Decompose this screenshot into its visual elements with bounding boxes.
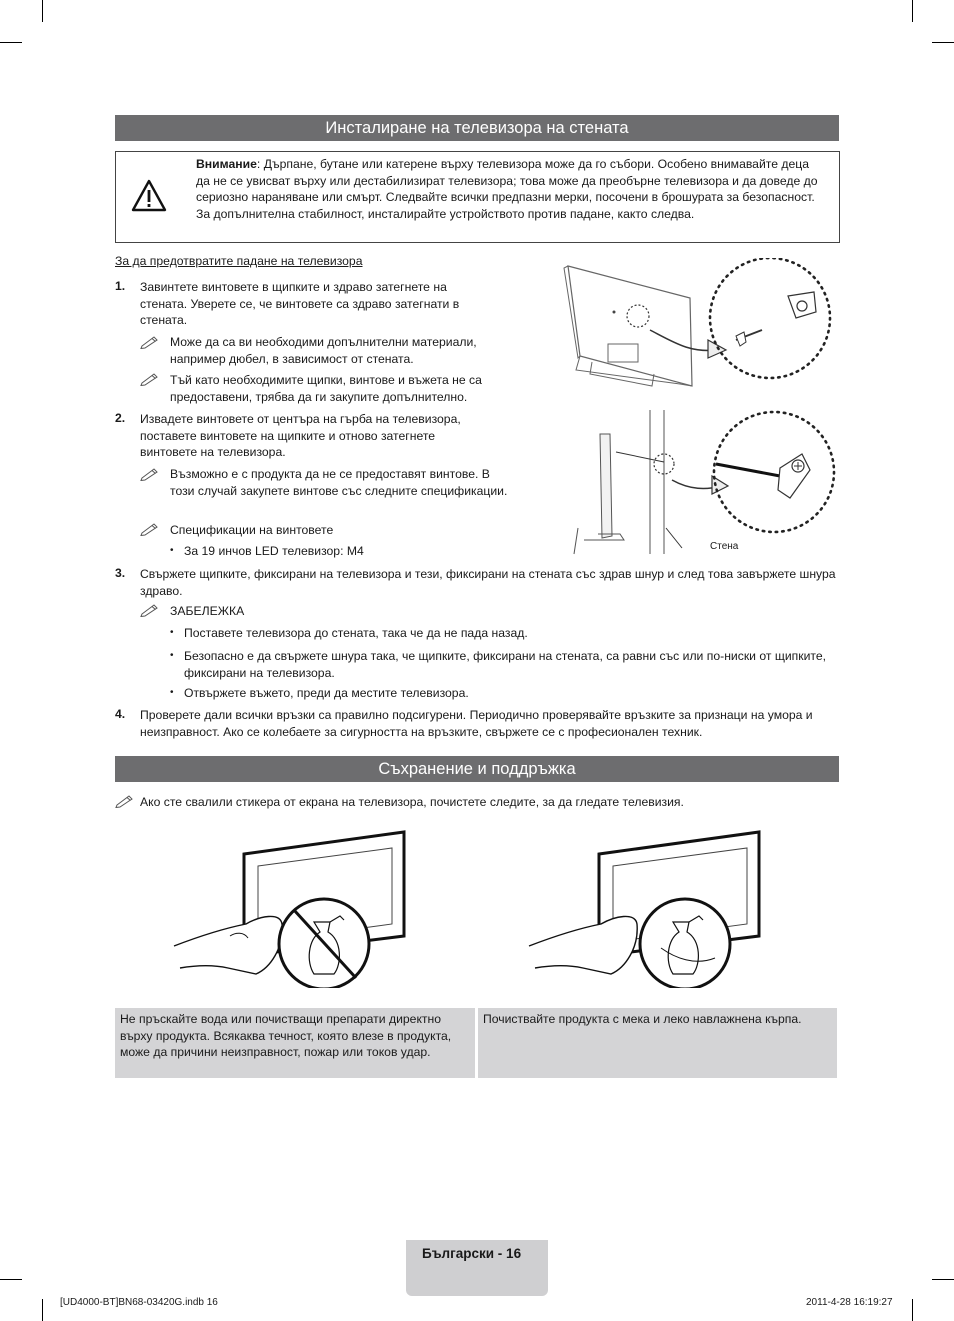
cleaning-right-illustration [525, 828, 775, 988]
note-2a: Възможно е с продукта да не се предоставят винтове. В този случай закупете винтове със следните спецификации. [170, 467, 508, 498]
crop-mark [932, 42, 954, 43]
footer-file-info: [UD4000-BT]BN68-03420G.indb 16 [60, 1297, 218, 1308]
subheading-prevent-fall: За да предотвратите падане на телевизора [115, 254, 363, 268]
note-3-bullet-2: Безопасно е да свържете шнура така, че щипките, фиксирани на стената, са равни със или по-ниски от щипките, фиксирани на телевизора. [184, 649, 827, 680]
bullet: • [170, 545, 174, 556]
sticker-note: Ако сте свалили стикера от екрана на телевизора, почистете следите, за да гледате телевизия. [140, 795, 684, 809]
bullet: • [170, 627, 174, 638]
cleaning-wrong-illustration [170, 828, 410, 988]
warning-label: Внимание [196, 157, 257, 171]
crop-mark [912, 1299, 913, 1321]
caption-soft-cloth: Почиствайте продукта с мека и леко навлажнена кърпа. [478, 1008, 837, 1078]
footer-timestamp: 2011-4-28 16:19:27 [806, 1297, 893, 1308]
note-2b-bullet: За 19 инчов LED телевизор: M4 [184, 544, 364, 558]
crop-mark [912, 0, 913, 22]
step-number: 1. [115, 279, 126, 293]
step-number: 3. [115, 566, 126, 580]
step-1-text: Завинтете винтовете в щипките и здраво затегнете на стената. Уверете се, че винтовете са здраво затегнати в стената. [140, 280, 460, 328]
warning-box [115, 151, 840, 243]
note-1b: Тъй като необходимите щипки, винтове и въжета не са предоставени, трябва да ги закупите допълнително. [170, 373, 482, 404]
bullet: • [170, 687, 174, 698]
note-pencil-icon [115, 794, 135, 808]
caption-do-not-spray: Не пръскайте вода или почистващи препарати директно върху продукта. Всякаква течност, която влезе в продукта, може да причини неизправност, пожар или токов удар. [115, 1008, 475, 1078]
wall-label: Стена [710, 541, 739, 552]
note-pencil-icon [140, 467, 160, 481]
warning-body: : Дърпане, бутане или катерене върху телевизора може да го събори. Особено внимавайте деца да не се увисват върху или дестабилизират телевизора; това може да преобърне телевизора и да доведе до сериозно нараняване или смърт. Следвайте всички предпазни мерки, посочени в брошурата за безопасност. За допълнителна стабилност, инсталирайте устройството против падане, както следва. [196, 157, 818, 221]
bullet: • [170, 650, 174, 661]
crop-mark [42, 1299, 43, 1321]
note-3-bullet-3: Отвържете въжето, преди да местите телевизора. [184, 686, 469, 700]
step-3-text: Свържете щипките, фиксирани на телевизора и тези, фиксирани на стената със здрав шнур и след това завържете шнура здраво. [140, 567, 836, 598]
crop-mark [932, 1279, 954, 1280]
warning-text [196, 156, 826, 222]
note-pencil-icon [140, 522, 160, 536]
step-2-text: Извадете винтовете от центъра на гърба на телевизора, поставете винтовете на щипките и отново затегнете винтовете на телевизора. [140, 412, 461, 460]
note-2b: Спецификации на винтовете [170, 523, 334, 537]
wall-mount-diagram [540, 258, 840, 558]
note-pencil-icon [140, 372, 160, 386]
section-title-wall-install: Инсталиране на телевизора на стената [115, 115, 839, 141]
note-3-bullet-1: Поставете телевизора до стената, така че да не пада назад. [184, 626, 528, 640]
note-pencil-icon [140, 335, 160, 349]
page-number-tab [406, 1240, 548, 1296]
step-number: 4. [115, 707, 126, 721]
step-4-text: Проверете дали всички връзки са правилно подсигурени. Периодично проверявайте връзките за признаци на умора и неизправност. Ако се колебаете за сигурността на връзките, свържете се с професионален техник. [140, 708, 813, 739]
page-number: Български - 16 [422, 1246, 522, 1261]
note-pencil-icon [140, 603, 160, 617]
note-3-label: ЗАБЕЛЕЖКА [170, 604, 245, 618]
note-1a: Може да са ви необходими допълнителни материали, например дюбел, в зависимост от стената. [170, 335, 477, 366]
warning-triangle-icon [131, 179, 167, 213]
crop-mark [0, 1279, 22, 1280]
crop-mark [42, 0, 43, 22]
step-number: 2. [115, 411, 126, 425]
section-title-storage-maintenance: Съхранение и поддръжка [115, 756, 839, 782]
crop-mark [0, 42, 22, 43]
